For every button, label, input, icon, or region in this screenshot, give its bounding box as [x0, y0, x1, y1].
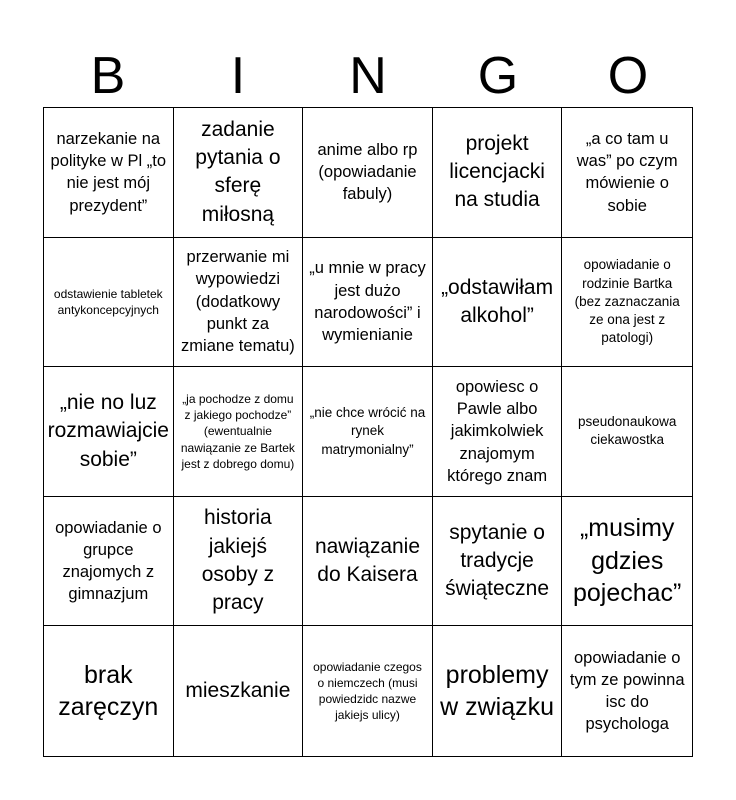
bingo-cell[interactable] [433, 108, 563, 238]
bingo-cell[interactable] [174, 497, 304, 627]
bingo-cell-text: opowiadanie o rodzinie Bartka (bez zaznaczania ze ona jest z patologi) [574, 257, 680, 346]
header-letter-n: N [349, 47, 387, 105]
bingo-cell-text: brak zaręczyn [58, 660, 159, 722]
bingo-cell[interactable] [433, 367, 563, 497]
bingo-cell-text: „musimy gdzies pojechac” [572, 514, 682, 608]
bingo-cell-text: przerwanie mi wypowiedzi (dodatkowy punkt za zmiane tematu) [181, 248, 295, 356]
bingo-cell-text: anime albo rp (opowiadanie fabuly) [317, 140, 418, 204]
bingo-cell[interactable] [433, 626, 563, 756]
bingo-cell[interactable] [174, 367, 304, 497]
bingo-cell[interactable] [433, 238, 563, 368]
bingo-cell[interactable] [562, 367, 692, 497]
bingo-cell[interactable] [303, 497, 433, 627]
bingo-cell-text: opowiadanie o tym ze powinna isc do psychologa [569, 648, 685, 734]
bingo-cell[interactable] [562, 497, 692, 627]
bingo-cell[interactable] [303, 626, 433, 756]
bingo-cell-text: nawiązanie do Kaisera [314, 534, 421, 587]
bingo-cell-text: spytanie o tradycje świąteczne [445, 520, 550, 601]
bingo-cell-text: pseudonaukowa ciekawostka [578, 414, 677, 448]
bingo-cell[interactable] [303, 367, 433, 497]
bingo-header [43, 44, 693, 108]
bingo-cell-text: „a co tam u was” po czym mówienie o sobie [576, 129, 678, 215]
bingo-cell[interactable] [44, 626, 174, 756]
bingo-cell-text: „u mnie w pracy jest dużo narodowości” i wymienianie [309, 259, 426, 345]
bingo-cell[interactable] [303, 238, 433, 368]
bingo-cell-text: narzekanie na polityke w Pl „to nie jest mój prezydent” [50, 129, 167, 215]
header-letter-i: I [230, 47, 246, 105]
bingo-cell-text: problemy w związku [440, 660, 555, 722]
bingo-cell-text: zadanie pytania o sferę miłosną [195, 117, 281, 226]
bingo-cell-text: mieszkanie [185, 679, 291, 703]
bingo-cell-text: „odstawiłam alkohol” [441, 275, 554, 327]
bingo-cell[interactable] [562, 108, 692, 238]
bingo-cell-text: „ja pochodze z domu z jakiego pochodze” (ewentualnie nawiązanie ze Bartek jest z dobrego domu) [180, 392, 295, 471]
bingo-cell-text: opowiesc o Pawle albo jakimkolwiek znajomym którego znam [447, 377, 548, 485]
header-letter-b: B [90, 47, 126, 105]
bingo-cell[interactable] [174, 238, 304, 368]
bingo-cell[interactable] [44, 238, 174, 368]
bingo-cell[interactable] [562, 626, 692, 756]
bingo-cell[interactable] [44, 497, 174, 627]
bingo-cell[interactable] [44, 108, 174, 238]
bingo-cell[interactable] [303, 108, 433, 238]
header-letter-g: G [477, 47, 519, 105]
header-letter-o: O [607, 47, 649, 105]
bingo-cell-text: opowiadanie o grupce znajomych z gimnazjum [55, 518, 162, 604]
bingo-board [43, 107, 693, 757]
bingo-cell-text: projekt licencjacki na studia [449, 131, 545, 212]
bingo-cell-text: odstawienie tabletek antykoncepcyjnych [53, 286, 163, 317]
bingo-cell-text: „nie no luz rozmawiajcie sobie” [47, 390, 169, 471]
bingo-cell[interactable] [174, 108, 304, 238]
bingo-cell[interactable] [562, 238, 692, 368]
bingo-cell-text: „nie chce wrócić na rynek matrymonialny” [309, 405, 426, 457]
bingo-cell-text: opowiadanie czegos o niemczech (musi powiedzidc nazwe jakiejs ulicy) [313, 659, 422, 723]
bingo-cell[interactable] [44, 367, 174, 497]
bingo-cell[interactable] [433, 497, 563, 627]
bingo-cell-text: historia jakiejś osoby z pracy [201, 506, 275, 615]
bingo-cell[interactable] [174, 626, 304, 756]
